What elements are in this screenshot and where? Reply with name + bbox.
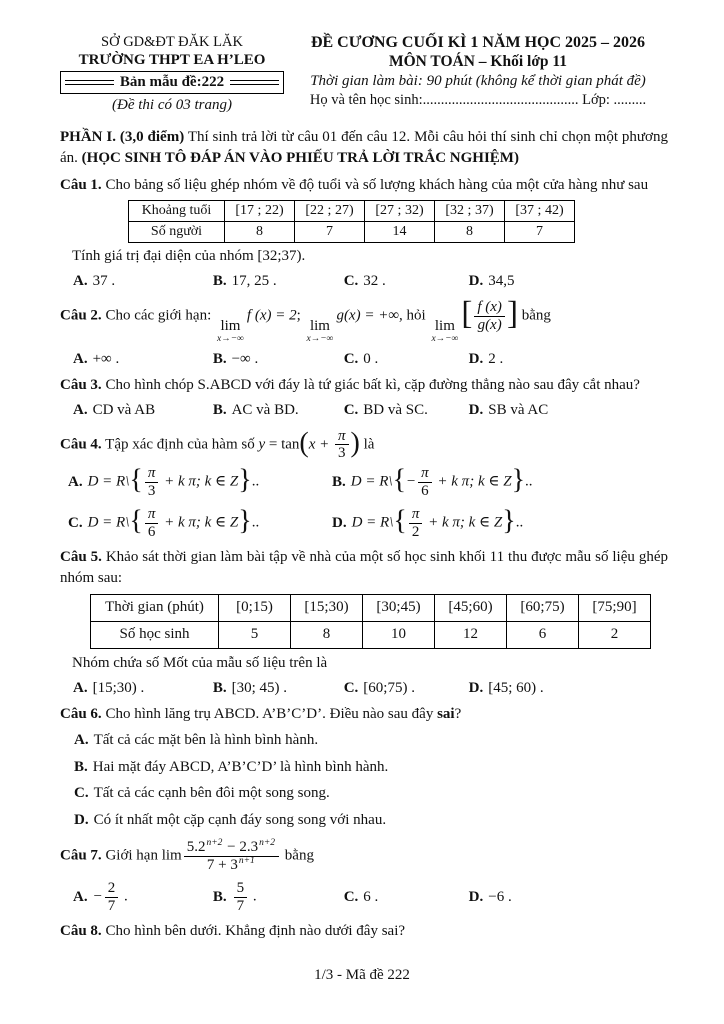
left-bracket: [ — [461, 295, 473, 332]
option-c: C. BD và SC. — [343, 401, 428, 418]
option-value: 17, 25 . — [231, 272, 277, 289]
table-cell: 7 — [505, 222, 575, 243]
option-c — [344, 273, 469, 290]
fraction: $\frac{\pi}{6}$ — [145, 506, 159, 541]
table-cell: 5 — [219, 621, 291, 648]
option-c: C. Tất cả các cạnh bên đôi một song song. — [74, 785, 330, 802]
right-brace: } — [238, 505, 252, 537]
option-value: 32 . — [363, 272, 386, 289]
question-text: Cho hình chóp S.ABCD với đáy là tứ giác bất kì, cặp đường thẳng nào sau đây cắt nhau? — [101, 376, 640, 393]
time-frequency-table — [90, 594, 651, 649]
option-a: A. − $\frac{2}{7}$ . — [73, 879, 128, 914]
option-c: C. 0 . — [343, 350, 379, 367]
numerator: $5.2^{n+2} - 2.3^{n+2}$ — [184, 839, 279, 857]
question-5-followup: Nhóm chứa số Mốt của mẫu số liệu trên là — [72, 654, 328, 671]
option-d: D. [45; 60) . — [468, 679, 544, 696]
option-b: B. D = R\{− $\frac{\pi}{6}$ + k π; k ∈ Z}.. — [332, 465, 533, 500]
exam-code-box — [60, 71, 284, 94]
fraction: $\frac{\pi}{3}$ — [335, 428, 349, 463]
table-cell: [32 ; 37) — [435, 201, 505, 222]
fraction: $\frac{\pi}{3}$ — [145, 465, 159, 500]
exponent: n+2 — [206, 838, 223, 849]
question-6 — [60, 704, 668, 725]
option-a — [73, 273, 213, 290]
option-key: B. — [212, 272, 227, 289]
denominator: $7 + 3^{n+1}$ — [206, 856, 255, 873]
table-cell: [45;60) — [435, 594, 507, 621]
table-row — [129, 222, 575, 243]
table-row — [91, 621, 651, 648]
table-cell: 2 — [579, 621, 651, 648]
table-cell: [37 ; 42) — [505, 201, 575, 222]
separator: ; — [296, 307, 305, 324]
table-cell: Thời gian (phút) — [91, 594, 219, 621]
table-cell: [60;75) — [507, 594, 579, 621]
option-c: C. D = R\{ $\frac{\pi}{6}$ + k π; k ∈ Z}.. — [68, 505, 260, 540]
question-text: Cho hình lăng trụ ABCD. A’B’C’D’. Điều nào sau đây — [101, 705, 438, 722]
math-expression: g(x) = +∞ — [336, 307, 400, 324]
pages-note: (Đề thi có 03 trang) — [112, 97, 232, 113]
question-label: Câu 4. — [60, 436, 102, 453]
question-text: bằng — [281, 847, 314, 864]
question-text: là — [359, 436, 375, 453]
right-paren: ) — [350, 427, 360, 459]
page-footer: 1/3 - Mã đề 222 — [314, 967, 410, 983]
double-rule-right — [230, 80, 279, 85]
table-cell: [27 ; 32) — [365, 201, 435, 222]
left-brace: { — [129, 465, 143, 496]
left-paren: ( — [299, 427, 309, 459]
question-2 — [60, 295, 668, 345]
age-frequency-table — [128, 200, 575, 243]
question-2-options — [60, 351, 668, 368]
right-brace: } — [238, 465, 252, 496]
table-cell: [75;90] — [579, 594, 651, 621]
option-a: A. +∞ . — [73, 350, 120, 367]
question-4-options — [60, 465, 668, 540]
question-label: Câu 3. — [60, 376, 102, 393]
table-cell: [15;30) — [291, 594, 363, 621]
exam-code-label: Bản mẫu đề:222 — [119, 74, 225, 90]
table-cell: 14 — [365, 222, 435, 243]
question-8 — [60, 921, 668, 942]
limit-operator: lim x→−∞ — [306, 318, 334, 345]
question-text: Tập xác định của hàm số — [101, 436, 259, 453]
limit-operator: lim x→−∞ — [431, 318, 459, 345]
math-function: = tan — [265, 436, 300, 453]
table-cell: 6 — [507, 621, 579, 648]
option-key: A. — [73, 272, 88, 289]
question-text: Cho bảng số liệu ghép nhóm về độ tuổi và số lượng khách hàng của một cửa hàng như sau — [101, 177, 649, 194]
left-brace: { — [393, 505, 407, 537]
option-b — [213, 273, 344, 290]
question-label: Câu 7. — [60, 847, 102, 864]
part1-label: PHẦN I. (3,0 điểm) — [60, 129, 185, 145]
table-cell: 8 — [435, 222, 505, 243]
limit-operator: lim x→−∞ — [217, 318, 244, 345]
option-key: C. — [343, 272, 359, 289]
exam-content — [60, 127, 668, 942]
fraction: $\frac{\pi}{6}$ — [418, 465, 432, 500]
option-d — [469, 273, 668, 290]
header-left — [60, 34, 284, 114]
math-variable: y — [258, 436, 266, 453]
question-1-followup: Tính giá trị đại diện của nhóm [32;37). — [72, 248, 306, 265]
table-cell: 12 — [435, 621, 507, 648]
question-text: Khảo sát thời gian làm bài tập về nhà của một số học sinh khối 11 thu được mẫu số liệu ghép nhóm sau: — [60, 549, 668, 587]
option-a: A. CD và AB — [73, 401, 156, 418]
question-3-options — [60, 402, 668, 419]
question-text: ? — [454, 705, 462, 722]
question-7-options — [60, 880, 668, 915]
option-b: B. [30; 45) . — [212, 679, 287, 696]
exponent: n+1 — [238, 856, 255, 866]
table-cell: Số người — [129, 222, 225, 243]
question-text-bold: sai — [437, 705, 455, 722]
right-brace: } — [502, 505, 516, 537]
question-1-options — [60, 273, 668, 290]
option-value: 34,5 — [488, 272, 515, 289]
option-a: A. Tất cả các mặt bên là hình bình hành. — [74, 732, 319, 749]
option-b: B. Hai mặt đáy ABCD, A’B’C’D’ là hình bình hành. — [74, 758, 389, 775]
exponent: n+2 — [259, 838, 276, 849]
question-text: Giới hạn — [101, 847, 162, 864]
part1-text-bold: (HỌC SINH TÔ ĐÁP ÁN VÀO PHIẾU TRẢ LỜI TRẮC NGHIỆM) — [81, 149, 519, 166]
fraction: $\frac{5}{7}$ — [234, 880, 248, 915]
table-cell: [17 ; 22) — [225, 201, 295, 222]
option-b: B. $\frac{5}{7}$ . — [212, 879, 257, 914]
table-row — [129, 201, 575, 222]
question-4 — [60, 428, 668, 463]
question-label: Câu 5. — [60, 549, 102, 566]
student-name-line: Họ và tên học sinh:........................................... Lớp: ......... — [309, 92, 647, 108]
header — [60, 34, 668, 114]
question-text: Cho hình bên dưới. Khẳng định nào dưới đây sai? — [101, 923, 406, 940]
part1-instructions — [60, 127, 668, 168]
table-cell: [30;45) — [363, 594, 435, 621]
question-text: Cho các giới hạn: — [101, 307, 216, 324]
question-3 — [60, 375, 668, 396]
table-cell: 10 — [363, 621, 435, 648]
exam-title: ĐỀ CƯƠNG CUỐI KÌ 1 NĂM HỌC 2025 – 2026 — [310, 34, 646, 51]
fraction — [184, 839, 279, 874]
question-1 — [60, 175, 668, 196]
question-5 — [60, 547, 668, 588]
question-text: , hỏi — [399, 307, 430, 324]
question-label: Câu 1. — [60, 177, 102, 194]
header-right — [284, 34, 668, 109]
question-label: Câu 2. — [60, 307, 102, 324]
exam-duration: Thời gian làm bài: 90 phút (không kể thời gian phát đề) — [310, 73, 646, 89]
table-cell: Số học sinh — [91, 621, 219, 648]
right-brace: } — [511, 465, 526, 496]
table-cell: 8 — [291, 621, 363, 648]
part1-text: Thí sinh trả lời từ câu 01 đến câu 12. Mỗi câu hỏi thí sinh chỉ chọn một phương án. — [60, 129, 668, 166]
table-row — [91, 594, 651, 621]
option-d: D. Có ít nhất một cặp cạnh đáy song song với nhau. — [74, 811, 387, 828]
question-7 — [60, 839, 668, 874]
question-5-options — [60, 680, 668, 697]
table-cell: 7 — [295, 222, 365, 243]
question-label: Câu 6. — [60, 705, 102, 722]
option-a: A. [15;30) . — [73, 679, 145, 696]
limit-operator: lim — [161, 847, 182, 864]
option-d: D. −6 . — [468, 888, 512, 905]
table-cell: [22 ; 27) — [295, 201, 365, 222]
exam-subject: MÔN TOÁN – Khối lớp 11 — [388, 53, 568, 70]
question-text: bằng — [517, 307, 551, 324]
option-b: B. −∞ . — [212, 350, 259, 367]
option-b: B. AC và BD. — [212, 401, 299, 418]
question-label: Câu 8. — [60, 923, 102, 940]
option-d: D. D = R\{ $\frac{\pi}{2}$ + k π; k ∈ Z}.. — [332, 505, 524, 540]
right-bracket: ] — [506, 295, 518, 332]
option-c: C. [60;75) . — [343, 679, 415, 696]
option-key: D. — [468, 272, 484, 289]
school-name: TRƯỜNG THPT EA H’LEO — [78, 52, 266, 68]
math-expression: f (x) = 2 — [246, 307, 297, 324]
table-cell: Khoảng tuổi — [129, 201, 225, 222]
option-value: 37 . — [92, 272, 116, 289]
math-argument: x + — [308, 436, 334, 453]
fraction: $\frac{\pi}{2}$ — [409, 506, 423, 541]
double-rule-left — [65, 80, 114, 85]
option-c: C. 6 . — [343, 888, 379, 905]
left-brace: { — [129, 505, 143, 537]
fraction: $\frac{f (x)}{g(x)}$ — [474, 299, 505, 334]
table-cell: [0;15) — [219, 594, 291, 621]
department-name: SỞ GD&ĐT ĐĂK LĂK — [101, 34, 243, 50]
fraction: $\frac{2}{7}$ — [105, 880, 119, 915]
table-cell: 8 — [225, 222, 295, 243]
left-brace: { — [392, 465, 407, 496]
option-a: A. D = R\{ $\frac{\pi}{3}$ + k π; k ∈ Z}.. — [68, 465, 260, 500]
option-d: D. 2 . — [468, 350, 504, 367]
option-d: D. SB và AC — [468, 401, 549, 418]
